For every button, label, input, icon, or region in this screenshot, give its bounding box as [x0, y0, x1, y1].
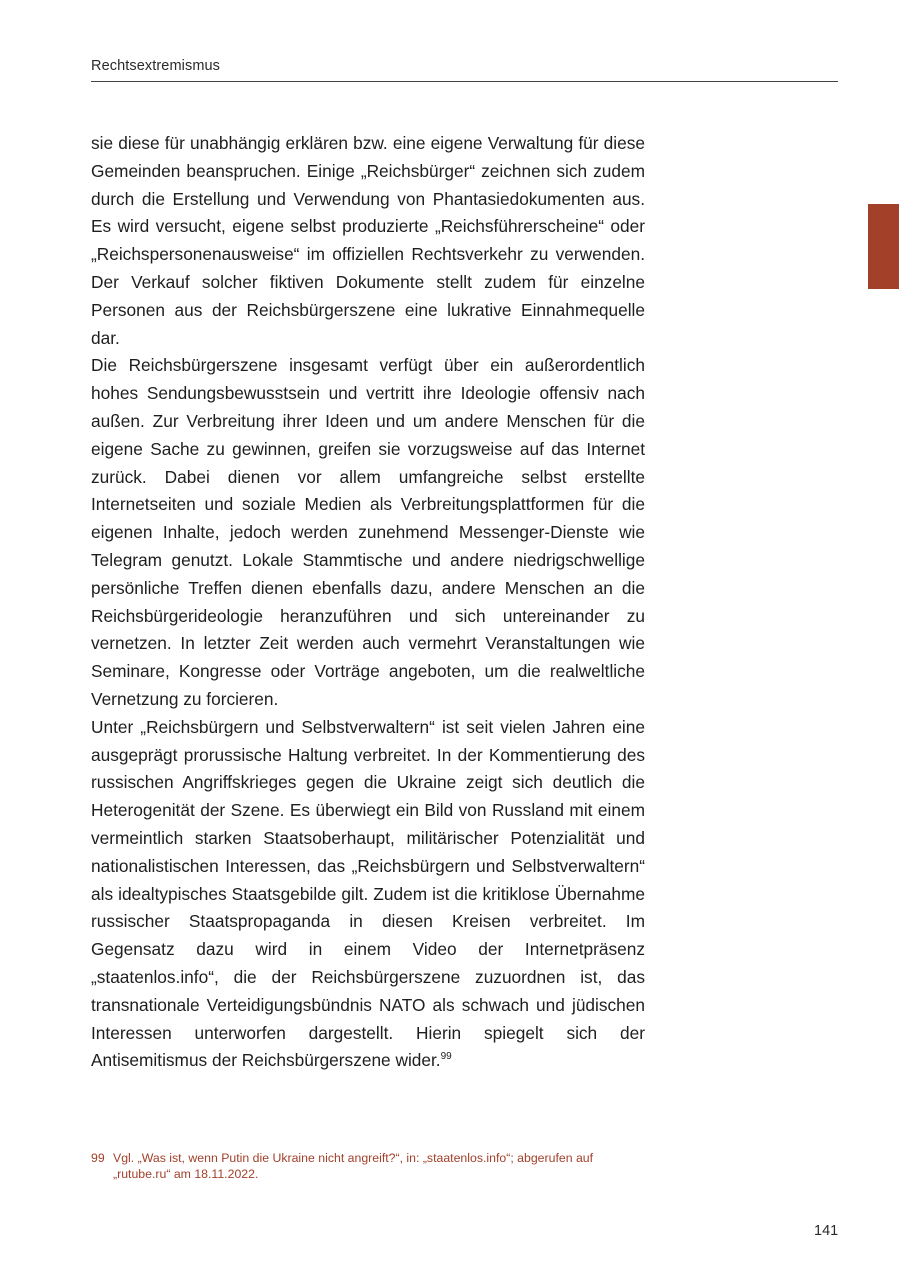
footnote-number: 99 — [91, 1151, 105, 1165]
running-header: Rechtsextremismus — [91, 58, 221, 74]
chapter-marker-tab — [868, 204, 899, 289]
paragraph — [91, 714, 645, 1075]
paragraph: Die Reichsbürgerszene insgesamt verfügt über ein außerordentlich hohes Sendungsbewusstsein und vertritt ihre Ideologie offensiv nach außen. Zur Verbreitung ihrer Ideen und um andere Menschen für die eigene Sache zu gewinnen, greifen sie vorzugsweise auf das Internet zurück. Dabei dienen vor allem umfangreiche selbst erstellte Internetseiten und soziale Medien als Verbreitungsplattformen für die eigenen Inhalte, jedoch werden zunehmend Messenger-Dienste wie Telegram genutzt. Lokale Stammtische und andere niedrigschwellige persönliche Treffen dienen ebenfalls dazu, andere Menschen an die Reichsbürgerideologie heranzuführen und sich untereinander zu vernetzen. In letzter Zeit werden auch vermehrt Veranstaltungen wie Seminare, Kongresse oder Vorträge angeboten, um die realweltliche Vernetzung zu forcieren. — [91, 355, 645, 709]
paragraph: sie diese für unabhängig erklären bzw. eine eigene Verwaltung für diese Gemeinden beanspruchen. Einige „Reichsbürger“ zeichnen sich zudem durch die Erstellung und Verwendung von Phantasiedokumenten aus. Es wird versucht, eigene selbst produzierte „Reichsführerscheine“ oder „Reichspersonenausweise“ im offiziellen Rechtsverkehr zu verwenden. Der Verkauf solcher fiktiven Dokumente stellt zudem für einzelne Personen aus der Reichsbürgerszene eine lukrative Einnahmequelle dar. — [91, 133, 645, 348]
main-text — [91, 130, 645, 1075]
paragraph-text: Unter „Reichsbürgern und Selbstverwaltern“ ist seit vielen Jahren eine ausgeprägt prorussische Haltung verbreitet. In der Kommentierung des russischen Angriffskrieges gegen die Ukraine zeigt sich deutlich die Heterogenität der Szene. Es überwiegt ein Bild von Russland mit einem vermeintlich starken Staatsoberhaupt, militärischer Potenzialität und nationalistischen Interessen, das „Reichsbürgern und Selbstverwaltern“ als idealtypisches Staatsgebilde gilt. Zudem ist die kritiklose Übernahme russischer Staatspropaganda in diesen Kreisen verbreitet. Im Gegensatz dazu wird in einem Video der Internetpräsenz „staatenlos.info“, die der Reichsbürgerszene zuzuordnen ist, das transnationale Verteidigungsbündnis NATO als schwach und jüdischen Interessen unterworfen dargestellt. Hierin spiegelt sich der Antisemitismus der Reichsbürgerszene wider. — [91, 716, 645, 1071]
header-divider — [91, 81, 838, 82]
footnote-reference[interactable]: 99 — [440, 1051, 452, 1063]
footnote-text: Vgl. „Was ist, wenn Putin die Ukraine nicht angreift?“, in: „staatenlos.info“; abgerufen auf „rutube.ru“ am 18.11.2022. — [113, 1151, 594, 1181]
footnote — [91, 1151, 647, 1182]
page-number: 141 — [814, 1223, 839, 1239]
